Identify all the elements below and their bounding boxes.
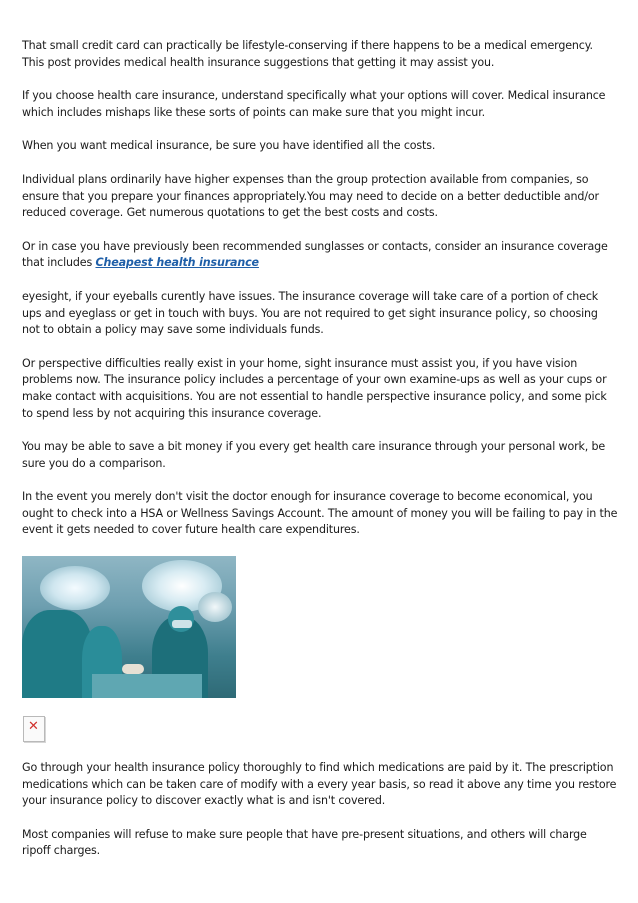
paragraph: When you want medical insurance, be sure you have identified all the costs. <box>22 139 436 153</box>
paragraph: Individual plans ordinarily have higher expenses than the group protection available from companies, so ensure that you prepare your finances appropriately.You may need to decide on a better deductible and/or reduced coverage. Get numerous quotations to get the best costs and costs. <box>22 172 599 220</box>
paragraph: eyesight, if your eyeballs curently have issues. The insurance coverage will take care of a portion of check ups and eyeglass or get in touch with buys. You are not required to get sight insurance policy, so choosing not to obtain a policy may save some individuals funds. <box>22 289 599 337</box>
cheapest-health-insurance-link[interactable]: Cheapest health insurance <box>95 256 259 270</box>
surgical-glove <box>122 664 144 674</box>
surgical-lamp <box>198 592 232 622</box>
paragraph-text: Or in case you have previously been recommended sunglasses or contacts, consider an insurance coverage that includes <box>22 239 608 270</box>
paragraph: In the event you merely don't visit the doctor enough for insurance coverage to become economical, you ought to check into a HSA or Wellness Savings Account. The amount of money you will be failing to pay in the event it gets needed to cover future health care expenditures. <box>22 490 618 537</box>
surgeon-head <box>168 606 194 632</box>
document-body <box>22 38 618 877</box>
paragraph: That small credit card can practically be lifestyle-conserving if there happens to be a medical emergency. This post provides medical health insurance suggestions that getting it may assist you. <box>22 39 593 69</box>
surgical-drape <box>92 674 202 698</box>
paragraph-with-link <box>22 239 618 272</box>
paragraph: Most companies will refuse to make sure people that have pre-present situations, and others will charge ripoff charges. <box>22 827 587 858</box>
broken-image-icon <box>23 716 45 742</box>
broken-image-x-icon: ✕ <box>28 719 39 735</box>
surgical-mask <box>172 620 192 628</box>
paragraph: You may be able to save a bit money if you every get health care insurance through your personal work, be sure you do a comparison. <box>22 440 606 470</box>
surgical-lamp <box>40 566 110 610</box>
surgery-photo <box>22 556 236 698</box>
paragraph: If you choose health care insurance, understand specifically what your options will cover. Medical insurance which includes mishaps like these sorts of points can make sure that you might incur. <box>22 89 606 119</box>
paragraph: Go through your health insurance policy thoroughly to find which medications are paid by it. The prescription medications which can be taken care of modify with a every year basis, so read it above any time you restore your insurance policy to discover exactly what is and isn't covered. <box>22 761 617 808</box>
paragraph: Or perspective difficulties really exist in your home, sight insurance must assist you, if you have vision problems now. The insurance policy includes a percentage of your own examine-ups as well as your cups or make contact with acquisitions. You are not essential to handle perspective insurance policy, and some pick to spend less by not acquiring this insurance coverage. <box>22 356 607 420</box>
